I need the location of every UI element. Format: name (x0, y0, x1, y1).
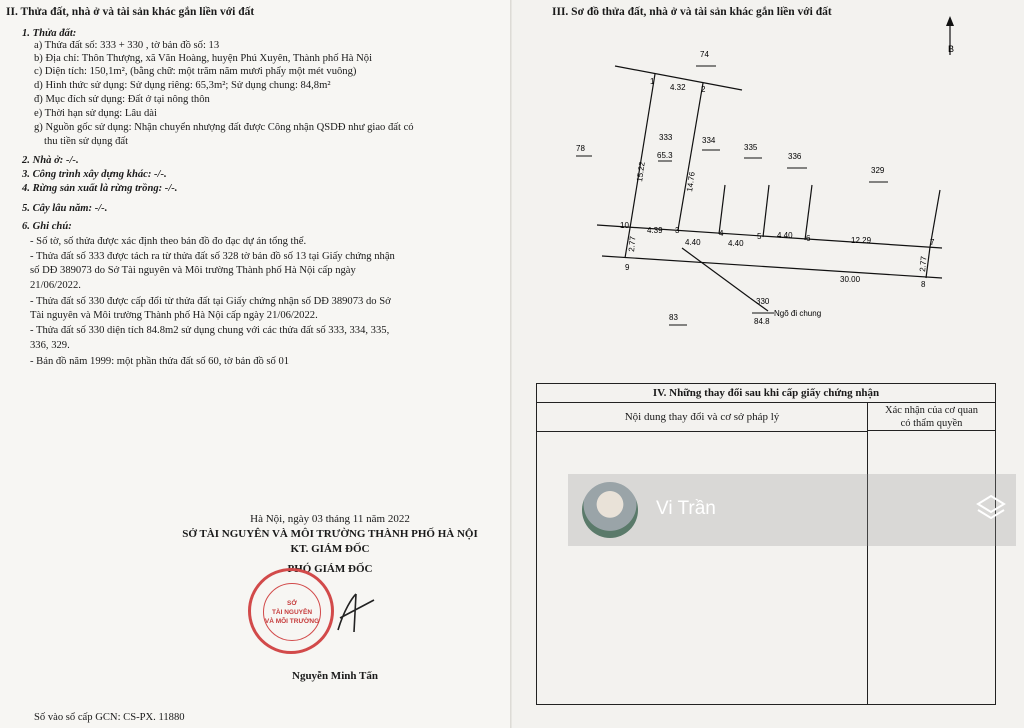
parcel-78: 78 (576, 144, 585, 153)
parcel-335: 335 (744, 143, 758, 152)
parcel-333: 333 (659, 133, 673, 142)
avatar (582, 482, 638, 538)
note-2b: số DĐ 389073 do Sở Tài nguyên và Môi trường Thành phố Hà Nội cấp ngày (30, 265, 356, 276)
section-3-title: III. Sơ đồ thửa đất, nhà ở và tài sản khác gắn liền với đất (552, 6, 832, 18)
usage-form-line: d) Hình thức sử dụng: Sử dụng riêng: 65,3m²; Sử dụng chung: 84,8m² (34, 80, 331, 91)
certificate-register-number: Số vào sổ cấp GCN: CS-PX. 11880 (34, 712, 185, 723)
signature-mark (330, 590, 380, 640)
area-line: c) Diện tích: 150,1m², (bằng chữ: một trăm năm mươi phẩy một mét vuông) (34, 66, 357, 77)
dim-2-77-left: 2.77 (627, 235, 638, 253)
col-change-content: Nội dung thay đổi và cơ sở pháp lý (537, 403, 868, 432)
col-confirmation (868, 403, 995, 431)
deputy-director: PHÓ GIÁM ĐỐC (287, 563, 373, 575)
item-1-heading: 1. Thửa đất: (22, 28, 77, 39)
stamp-line-3: VÀ MÔI TRƯỜNG (264, 617, 320, 625)
road-label: Ngõ đi chung (774, 309, 822, 318)
item-4-forest: 4. Rừng sản xuất là rừng trồng: -/-. (22, 183, 178, 194)
origin-line: g) Nguồn gốc sử dụng: Nhận chuyển nhượng đất được Công nhận QSDĐ như giao đất có (34, 122, 414, 133)
node-3: 3 (675, 226, 680, 235)
node-8: 8 (921, 280, 926, 289)
dim-12-29: 12.29 (851, 236, 872, 245)
watermark-name: Vi Trần (656, 498, 716, 519)
node-10: 10 (620, 221, 629, 230)
col-confirmation-line-1: Xác nhận của cơ quan (884, 405, 978, 416)
official-red-stamp (248, 568, 334, 654)
note-3b: Tài nguyên và Môi trường Thành phố Hà Nội cấp ngày 21/06/2022. (30, 310, 318, 321)
dim-4-40-c: 4.40 (777, 231, 793, 240)
area-330: 84.8 (754, 317, 770, 326)
note-5: - Bản đồ năm 1999: một phần thửa đất số 60, tờ bản đồ số 01 (30, 356, 290, 367)
node-7: 7 (930, 238, 935, 247)
certificate-right-page (512, 0, 1024, 728)
layers-logo-icon (974, 492, 1008, 526)
node-2: 2 (701, 85, 706, 94)
parcel-number-line: a) Thửa đất số: 333 + 330 , tờ bản đồ số: 13 (34, 40, 220, 51)
table-column-divider (867, 431, 868, 705)
kt-director: KT. GIÁM ĐỐC (290, 543, 370, 555)
item-3-construction: 3. Công trình xây dựng khác: -/-. (22, 169, 167, 180)
node-4: 4 (719, 229, 724, 238)
node-5: 5 (757, 232, 762, 241)
issue-date: Hà Nội, ngày 03 tháng 11 năm 2022 (250, 513, 410, 525)
stamp-line-1: SỞ (287, 599, 297, 607)
parcel-329: 329 (871, 166, 885, 175)
origin-line-cont: thu tiền sử dụng đất (44, 136, 129, 147)
dim-4-32: 4.32 (670, 83, 686, 92)
parcel-330: 330 (756, 297, 770, 306)
parcel-334: 334 (702, 136, 716, 145)
dim-15-22: 15.22 (635, 161, 647, 183)
parcel-74: 74 (700, 50, 709, 59)
dim-14-76: 14.76 (685, 171, 697, 193)
note-2a: - Thửa đất số 333 được tách ra từ thửa đất số 328 tờ bản đồ số 13 tại Giấy chứng nhận (30, 251, 395, 262)
dim-4-40-b: 4.40 (728, 239, 744, 248)
parcel-336: 336 (788, 152, 802, 161)
dim-30-00: 30.00 (840, 275, 861, 284)
note-1: - Số tờ, số thửa được xác định theo bản đồ đo đạc dự án tổng thể. (30, 236, 307, 247)
node-9: 9 (625, 263, 630, 272)
parcel-83: 83 (669, 313, 678, 322)
item-6-notes: 6. Ghi chú: (22, 221, 72, 232)
issuing-organization: SỞ TÀI NGUYÊN VÀ MÔI TRƯỜNG THÀNH PHỐ HÀ NỘI (182, 528, 478, 540)
note-3a: - Thửa đất số 330 được cấp đổi từ thửa đất tại Giấy chứng nhận số DĐ 389073 do Sở (30, 296, 391, 307)
section-2-title: II. Thửa đất, nhà ở và tài sản khác gắn liền với đất (6, 6, 255, 18)
note-4a: - Thửa đất số 330 diện tích 84.8m2 sử dụng chung với các thửa đất số 333, 334, 335, (30, 325, 390, 336)
node-6: 6 (806, 234, 811, 243)
note-4b: 336, 329. (30, 340, 70, 351)
area-333: 65.3 (657, 151, 673, 160)
note-2c: 21/06/2022. (30, 280, 81, 291)
item-2-house: 2. Nhà ở: -/-. (22, 155, 79, 166)
col-confirmation-line-2: có thẩm quyền (900, 418, 963, 429)
item-5-trees: 5. Cây lâu năm: -/-. (22, 203, 108, 214)
usage-purpose-line: đ) Mục đích sử dụng: Đất ở tại nông thôn (34, 94, 210, 105)
uploader-watermark (568, 474, 1016, 546)
section-4-title: IV. Những thay đổi sau khi cấp giấy chứng nhận (537, 384, 995, 403)
usage-term-line: e) Thời hạn sử dụng: Lâu dài (34, 108, 157, 119)
stamp-line-2: TÀI NGUYÊN (271, 608, 313, 616)
dim-4-39: 4.39 (647, 226, 663, 235)
parcel-diagram (512, 0, 1024, 380)
address-line: b) Địa chỉ: Thôn Thượng, xã Văn Hoàng, huyện Phú Xuyên, Thành phố Hà Nội (34, 53, 373, 64)
node-1: 1 (650, 77, 655, 86)
signer-name: Nguyễn Minh Tấn (292, 670, 378, 682)
dim-4-40-a: 4.40 (685, 238, 701, 247)
dim-2-77-right: 2.77 (918, 255, 929, 273)
north-label: B (948, 44, 955, 54)
